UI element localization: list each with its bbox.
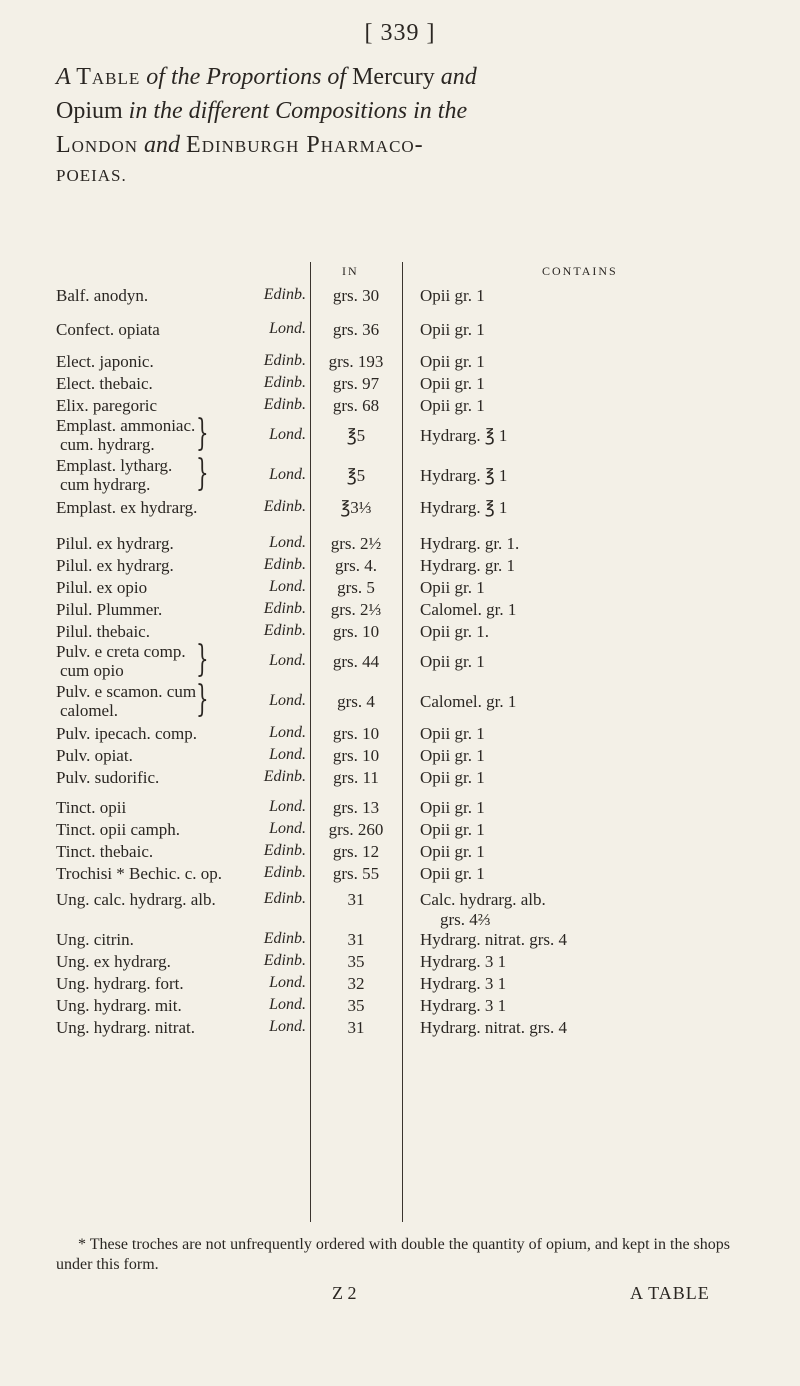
preparation-name: Tinct. opii camph. (56, 820, 181, 839)
preparation-name-line: cum opio (60, 661, 124, 680)
preparation-name: Ung. calc. hydrarg. alb. (56, 890, 216, 909)
table-row (0, 320, 800, 342)
pharmacopoeia: Lond. (269, 320, 306, 337)
title-and-2: and (138, 132, 187, 158)
title-mercury: Mercury (352, 64, 435, 90)
table-row (0, 639, 800, 680)
table-row (0, 952, 800, 974)
preparation-name: Balf. anodyn. (56, 286, 149, 305)
pharmacopoeia: Edinb. (263, 890, 306, 907)
catchword: A TABLE (630, 1283, 710, 1303)
quantity: 31 (347, 1018, 365, 1037)
table-row (0, 890, 800, 929)
table-row (0, 578, 800, 600)
quantity: grs. 44 (332, 652, 380, 671)
pharmacopoeia: Lond. (269, 652, 306, 669)
quantity: 32 (347, 974, 365, 993)
contains-value: Opii gr. 1 (420, 396, 485, 415)
footnote: * These troches are not unfrequently ordered with double the quantity of opium, and kept in the shops under this form. (56, 1236, 730, 1273)
contains-value: Hydrarg. nitrat. grs. 4 (420, 930, 567, 949)
contains-value: Hydrarg. 3 1 (420, 952, 507, 971)
quantity: grs. 10 (332, 746, 380, 765)
table-row (0, 679, 800, 720)
pharmacopoeia: Lond. (269, 798, 306, 815)
preparation-name (56, 416, 195, 454)
pharmacopoeia: Edinb. (263, 768, 306, 785)
pharmacopoeia: Edinb. (263, 396, 306, 413)
quantity: grs. 36 (332, 320, 380, 339)
table-row (0, 374, 800, 396)
quantity: grs. 11 (333, 768, 379, 787)
table-row (0, 864, 800, 886)
pharmacopoeia: Lond. (269, 426, 306, 443)
preparation-name: Ung. hydrarg. nitrat. (56, 1018, 195, 1037)
table-row (0, 352, 800, 374)
pharmacopoeia: Lond. (269, 1018, 306, 1035)
pharmacopoeia: Edinb. (263, 286, 306, 303)
table-row (0, 396, 800, 418)
preparation-name-line: Pulv. e scamon. cum (56, 682, 197, 701)
contains-value: Calc. hydrarg. alb. (420, 890, 546, 909)
table-row (0, 556, 800, 578)
quantity: ℥5 (346, 426, 366, 445)
quantity: grs. 4. (334, 556, 378, 575)
contains-value: Hydrarg. gr. 1. (420, 534, 520, 553)
preparation-name: Trochisi * Bechic. c. op. (56, 864, 223, 883)
contains-value: Hydrarg. ℥ 1 (420, 466, 508, 485)
preparation-name: Tinct. thebaic. (56, 842, 154, 861)
quantity: grs. 97 (332, 374, 380, 393)
contains-value: Opii gr. 1 (420, 652, 485, 671)
quantity: grs. 30 (332, 286, 380, 305)
contains-value: Opii gr. 1 (420, 578, 485, 597)
table-row (0, 453, 800, 494)
title-edinburgh: Edinburgh Pharmaco- (186, 132, 424, 158)
quantity: grs. 260 (328, 820, 384, 839)
contains-value: Opii gr. 1 (420, 320, 485, 339)
preparation-name: Ung. hydrarg. mit. (56, 996, 182, 1015)
table-row (0, 413, 800, 454)
preparation-name-line: Emplast. ammoniac. (56, 416, 196, 435)
preparation-name: Pilul. thebaic. (56, 622, 150, 641)
quantity: grs. 4 (337, 692, 375, 711)
preparation-name: Elix. paregoric (56, 396, 158, 415)
contains-value: Opii gr. 1 (420, 374, 485, 393)
contains-value: Opii gr. 1 (420, 746, 485, 765)
quantity: 35 (347, 996, 365, 1015)
quantity: grs. 193 (328, 352, 384, 371)
brace-mark: } (196, 679, 209, 720)
table-row (0, 930, 800, 952)
brace-mark: } (196, 639, 209, 680)
contains-value: Opii gr. 1 (420, 842, 485, 861)
table-row (0, 622, 800, 644)
title-proportions: Proportions (206, 64, 322, 90)
contains-value: Hydrarg. ℥ 1 (420, 426, 508, 445)
table-row (0, 768, 800, 790)
contains-value: Opii gr. 1. (420, 622, 489, 641)
quantity: grs. 13 (332, 798, 380, 817)
contains-value: Calomel. gr. 1 (420, 692, 517, 711)
pharmacopoeia: Lond. (269, 724, 306, 741)
pharmacopoeia: Lond. (269, 746, 306, 763)
contains-value: Opii gr. 1 (420, 768, 485, 787)
header-in: IN (342, 264, 359, 278)
contains-value: Hydrarg. nitrat. grs. 4 (420, 1018, 567, 1037)
table-row (0, 600, 800, 622)
preparation-name: Elect. thebaic. (56, 374, 153, 393)
table-row (0, 1018, 800, 1040)
title-and: and (434, 64, 477, 90)
contains-value: Calomel. gr. 1 (420, 600, 517, 619)
quantity: ℥5 (346, 466, 366, 485)
pharmacopoeia: Edinb. (263, 498, 306, 515)
contains-value: Hydrarg. 3 1 (420, 974, 507, 993)
table-row (0, 498, 800, 520)
pharmacopoeia: Lond. (269, 974, 306, 991)
preparation-name: Pilul. Plummer. (56, 600, 163, 619)
pharmacopoeia: Lond. (269, 996, 306, 1013)
title-of-the: of the (140, 64, 207, 90)
preparation-name (56, 682, 196, 720)
contains-value: Opii gr. 1 (420, 798, 485, 817)
contains-value: Opii gr. 1 (420, 864, 485, 883)
signature-mark: Z 2 (332, 1283, 357, 1303)
title-table-word: Table (76, 64, 141, 90)
contains-value: Hydrarg. 3 1 (420, 996, 507, 1015)
quantity: grs. 10 (332, 622, 380, 641)
table-row (0, 534, 800, 556)
pharmacopoeia: Lond. (269, 466, 306, 483)
table-row (0, 842, 800, 864)
brace-mark: } (196, 413, 209, 454)
table-row (0, 996, 800, 1018)
preparation-name: Ung. hydrarg. fort. (56, 974, 184, 993)
table-row (0, 286, 800, 308)
pharmacopoeia: Edinb. (263, 352, 306, 369)
contains-value: Opii gr. 1 (420, 286, 485, 305)
title-line2-rest: in the different Compositions in the (128, 98, 468, 124)
pharmacopoeia: Edinb. (263, 600, 306, 617)
table-row (0, 798, 800, 820)
pharmacopoeia: Edinb. (263, 864, 306, 881)
brace-mark: } (196, 453, 209, 494)
title-london: London (56, 132, 139, 158)
pharmacopoeia: Edinb. (263, 952, 306, 969)
preparation-name (56, 456, 172, 494)
preparation-name: Pilul. ex hydrarg. (56, 534, 174, 553)
pharmacopoeia: Edinb. (263, 930, 306, 947)
preparation-name: Ung. citrin. (56, 930, 134, 949)
table-row (0, 974, 800, 996)
quantity: grs. 55 (332, 864, 380, 883)
preparation-name-line: cum. hydrarg. (60, 435, 155, 454)
pharmacopoeia: Edinb. (263, 374, 306, 391)
contains-value: Opii gr. 1 (420, 724, 485, 743)
preparation-name: Pilul. ex opio (56, 578, 148, 597)
contains-value: Hydrarg. gr. 1 (420, 556, 516, 575)
preparation-name: Emplast. ex hydrarg. (56, 498, 198, 517)
quantity: 31 (347, 930, 365, 949)
quantity: grs. 68 (332, 396, 380, 415)
contains-value-line: grs. 4⅔ (440, 910, 491, 929)
preparation-name: Pulv. ipecach. comp. (56, 724, 197, 743)
quantity: grs. 5 (337, 578, 375, 597)
pharmacopoeia: Edinb. (263, 622, 306, 639)
pharmacopoeia: Edinb. (263, 842, 306, 859)
table-row (0, 746, 800, 768)
pharmacopoeia: Lond. (269, 692, 306, 709)
quantity: grs. 10 (332, 724, 380, 743)
header-contains: CONTAINS (542, 264, 618, 278)
contains-value: Opii gr. 1 (420, 820, 485, 839)
pharmacopoeia: Edinb. (263, 556, 306, 573)
quantity: grs. 2⅓ (330, 600, 382, 619)
title-prefix: A (56, 64, 77, 90)
pharmacopoeia: Lond. (269, 820, 306, 837)
preparation-name-line: cum hydrarg. (60, 475, 151, 494)
preparation-name: Pilul. ex hydrarg. (56, 556, 174, 575)
preparation-name: Pulv. opiat. (56, 746, 133, 765)
preparation-name: Elect. japonic. (56, 352, 154, 371)
quantity: grs. 12 (332, 842, 380, 861)
title-of: of (321, 64, 353, 90)
preparation-name: Confect. opiata (56, 320, 160, 339)
contains-value: Hydrarg. ℥ 1 (420, 498, 508, 517)
page-number: [ 339 ] (364, 20, 436, 46)
preparation-name: Ung. ex hydrarg. (56, 952, 171, 971)
table-row (0, 724, 800, 746)
quantity: grs. 2½ (330, 534, 382, 553)
preparation-name: Pulv. sudorific. (56, 768, 160, 787)
pharmacopoeia: Lond. (269, 534, 306, 551)
quantity: 35 (347, 952, 365, 971)
preparation-name-line: Pulv. e creta comp. (56, 642, 186, 661)
preparation-name-line: calomel. (60, 701, 119, 720)
pharmacopoeia: Lond. (269, 578, 306, 595)
preparation-name (56, 642, 186, 680)
preparation-name-line: Emplast. lytharg. (56, 456, 173, 475)
quantity: 31 (347, 890, 365, 909)
table-row (0, 820, 800, 842)
contains-value: Opii gr. 1 (420, 352, 485, 371)
title-poeias: POEIAS. (56, 166, 127, 185)
quantity: ℥3⅓ (340, 498, 372, 517)
title-opium: Opium (56, 98, 129, 124)
preparation-name: Tinct. opii (56, 798, 127, 817)
